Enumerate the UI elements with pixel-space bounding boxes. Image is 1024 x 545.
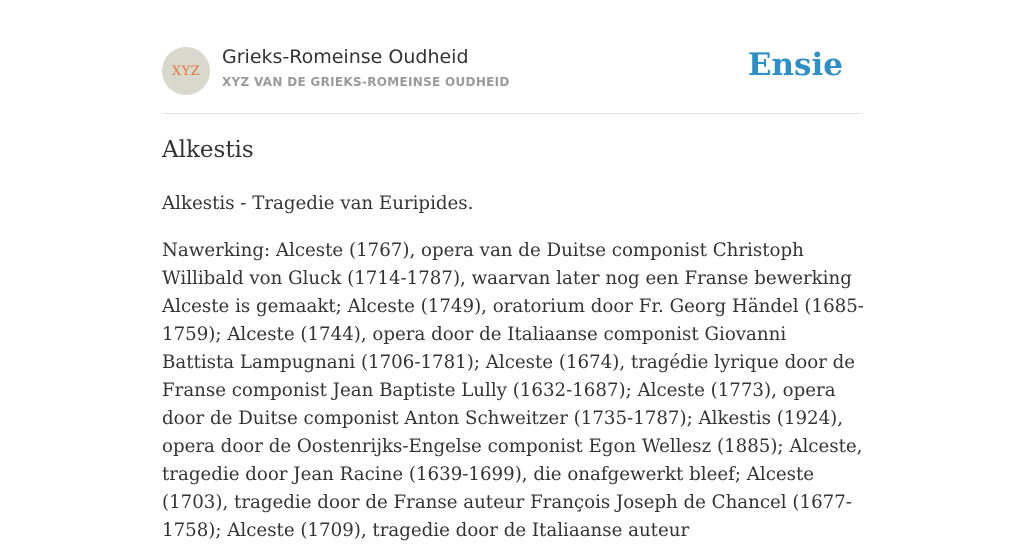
site-subtitle: XYZ VAN DE GRIEKS-ROMEINSE OUDHEID (222, 75, 510, 89)
brand-logo-link[interactable]: Ensie (747, 47, 843, 83)
page-container (162, 0, 864, 541)
avatar-text: XYZ (171, 63, 201, 79)
page-title: Alkestis (162, 137, 254, 163)
site-header (162, 0, 862, 114)
site-title[interactable]: Grieks-Romeinse Oudheid (222, 46, 469, 68)
article-paragraph: Alkestis - Tragedie van Euripides. (162, 193, 474, 214)
avatar[interactable] (162, 47, 210, 95)
article-paragraph: Nawerking: Alceste (1767), opera van de Duitse componist Christoph Willibald von Gluck (1714-1787), waarvan later nog een Franse bewerking Alceste is gemaakt; Alceste (1749), oratorium door Fr. Georg Händel (1685-1759); Alceste (1744), opera door de Italiaanse componist Giovanni Battista Lampugnani (1706-1781); Alceste (1674), tragédie lyrique door de Franse componist Jean Baptiste Lully (1632-1687); Alceste (1773), opera door de Duitse componist Anton Schweitzer (1735-1787); Alkestis (1924), opera door de Oostenrijks-Engelse componist Egon Wellesz (1885); Alceste, tragedie door Jean Racine (1639-1699), die onafgewerkt bleef; Alceste (1703), tragedie door de Franse auteur François Joseph de Chancel (1677-1758); Alceste (1709), tragedie door de Italiaanse auteur (162, 240, 864, 541)
